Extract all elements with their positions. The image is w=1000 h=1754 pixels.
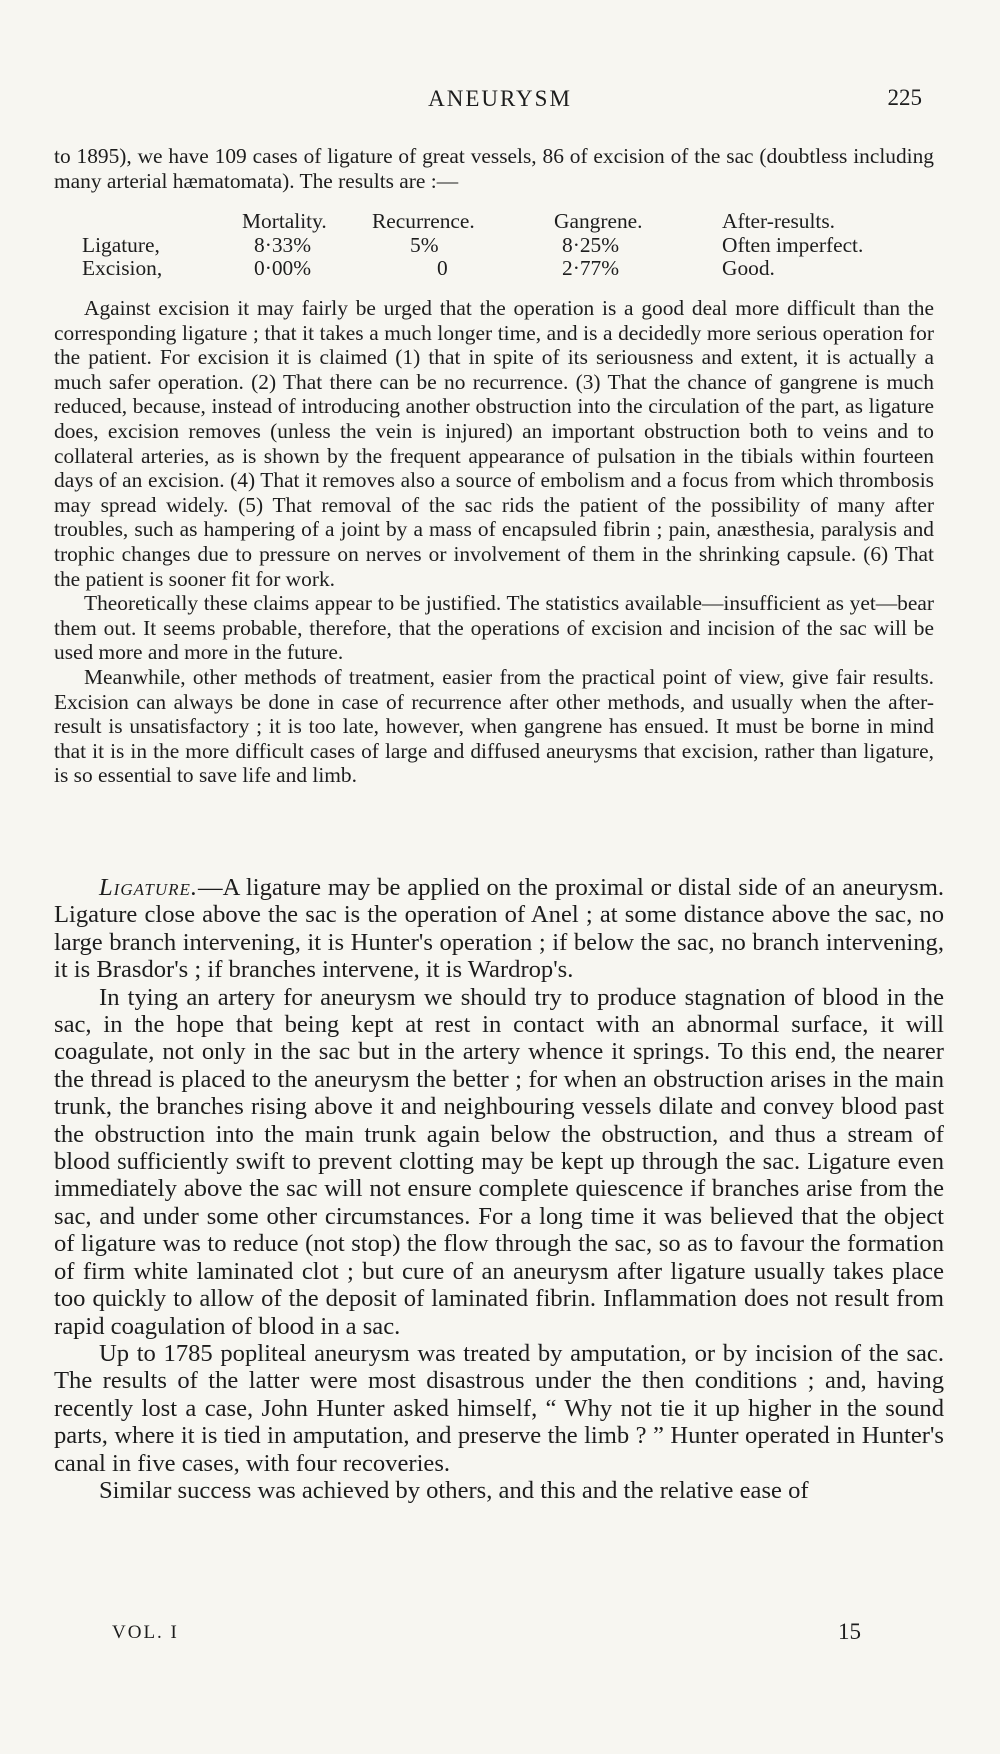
running-title: ANEURYSM xyxy=(428,86,572,111)
paragraph-similar-success: Similar success was achieved by others, and this and the relative ease of xyxy=(99,1476,809,1504)
paragraph-popliteal-history: Up to 1785 popliteal aneurysm was treated by amputation, or by incision of the sac. The results of the latter were most disastrous under the then conditions ; and, having recently lost a case, John Hunter asked himself, “ Why not tie it up higher in the sound parts, where it is tied in amputation, and preserve the limb ? ” Hunter operated in Hunter's canal in five cases, with four recoveries. xyxy=(54,1339,944,1477)
ligature-section xyxy=(54,874,944,1504)
intro-text: to 1895), we have 109 cases of ligature of great vessels, 86 of excision of the sac (doubtless including many arterial hæmatomata). The results are :— xyxy=(54,144,934,193)
table-cell: Ligature, xyxy=(82,232,160,257)
table-header-row xyxy=(82,210,942,234)
ligature-lead-text: —A ligature may be applied on the proximal or distal side of an aneurysm. Ligature close above the sac is the operation of Anel ; at some distance above the sac, no large branch intervening, it is Hunter's operation ; if below the sac, no branch intervening, it is Brasdor's ; if branches intervene, it is Wardrop's. xyxy=(54,874,944,984)
results-table xyxy=(82,210,942,281)
table-cell: 8·33% xyxy=(254,232,312,257)
sheet-number: 15 xyxy=(838,1619,861,1644)
table-cell: 8·25% xyxy=(562,232,620,257)
table-header-mortality: Mortality. xyxy=(242,209,327,233)
table-cell: 2·77% xyxy=(562,256,620,280)
ligature-lead-paragraph xyxy=(54,874,944,984)
table-cell: 0 xyxy=(437,256,448,280)
paragraph-tying-artery: In tying an artery for aneurysm we should try to produce stagnation of blood in the sac, in the hope that being kept at rest in contact with an abnormal surface, it will coagulate, not only in the sac but in the artery whence it springs. To this end, the nearer the thread is placed to the aneurysm the better ; for when an obstruction arises in the main trunk, the branches rising above it and neighbouring vessels dilate and convey blood past the obstruction into the main trunk again below the obstruction, and thus a stream of blood sufficiently swift to prevent clotting may be kept up through the sac. Ligature even immediately above the sac will not ensure complete quiescence if branches arise from the sac, and under some other circumstances. For a long time it was believed that the object of ligature was to reduce (not stop) the flow through the sac, so as to favour the formation of firm white laminated clot ; but cure of an aneurysm after ligature usually takes place too quickly to allow of the deposit of laminated fibrin. Inflammation does not result from rapid coagulation of blood in a sac. xyxy=(54,983,944,1340)
table-row-excision xyxy=(82,257,942,281)
table-cell: 5% xyxy=(410,232,439,257)
small-print-section xyxy=(54,296,934,788)
table-cell: Excision, xyxy=(82,256,163,280)
paragraph-meanwhile: Meanwhile, other methods of treatment, easier from the practical point of view, give fair results. Excision can always be done in case of recurrence after other methods, and usually when the after-result is unsatisfactory ; it is too late, however, when gangrene has ensued. It must be borne in mind that it is in the more difficult cases of large and diffused aneurysms that excision, rather than ligature, is so essential to save life and limb. xyxy=(54,664,934,788)
table-cell: Often imperfect. xyxy=(722,232,864,257)
table-cell: 0·00% xyxy=(254,256,312,280)
paragraph-theoretically: Theoretically these claims appear to be justified. The statistics available—insufficient as yet—bear them out. It seems probable, therefore, that the operations of excision and incision of the sac will be used more and more in the future. xyxy=(54,591,934,665)
page-number: 225 xyxy=(887,85,922,110)
intro-paragraph xyxy=(54,144,934,193)
table-header-gangrene: Gangrene. xyxy=(554,209,643,233)
volume-signature: VOL. I xyxy=(112,1622,179,1643)
table-header-recurrence: Recurrence. xyxy=(372,209,475,233)
page-header xyxy=(0,86,1000,120)
table-header-after-results: After-results. xyxy=(722,209,836,233)
section-heading-ligature: Ligature. xyxy=(99,874,199,901)
paragraph-against-excision: Against excision it may fairly be urged that the operation is a good deal more difficult than the corresponding ligature ; that it takes a much longer time, and is a decidedly more serious operation for the patient. For excision it is claimed (1) that in spite of its seriousness and extent, it is actually a much safer operation. (2) That there can be no recurrence. (3) That the chance of gangrene is much reduced, because, instead of introducing another obstruction into the circulation of the part, as ligature does, excision removes (unless the vein is injured) an important obstruction both to veins and to collateral arteries, as is shown by the frequent appearance of pulsation in the tibials within fourteen days of an excision. (4) That it removes also a source of embolism and a focus from which thrombosis may spread widely. (5) That removal of the sac rids the patient of the possibility of many after troubles, such as hampering of a joint by a mass of encapsuled fibrin ; pain, anæsthesia, paralysis and trophic changes due to pressure on nerves or involvement of them in the shrinking capsule. (6) That the patient is sooner fit for work. xyxy=(54,296,934,591)
page-footer xyxy=(0,1619,1000,1652)
table-cell: Good. xyxy=(722,256,775,280)
table-row-ligature xyxy=(82,234,942,258)
